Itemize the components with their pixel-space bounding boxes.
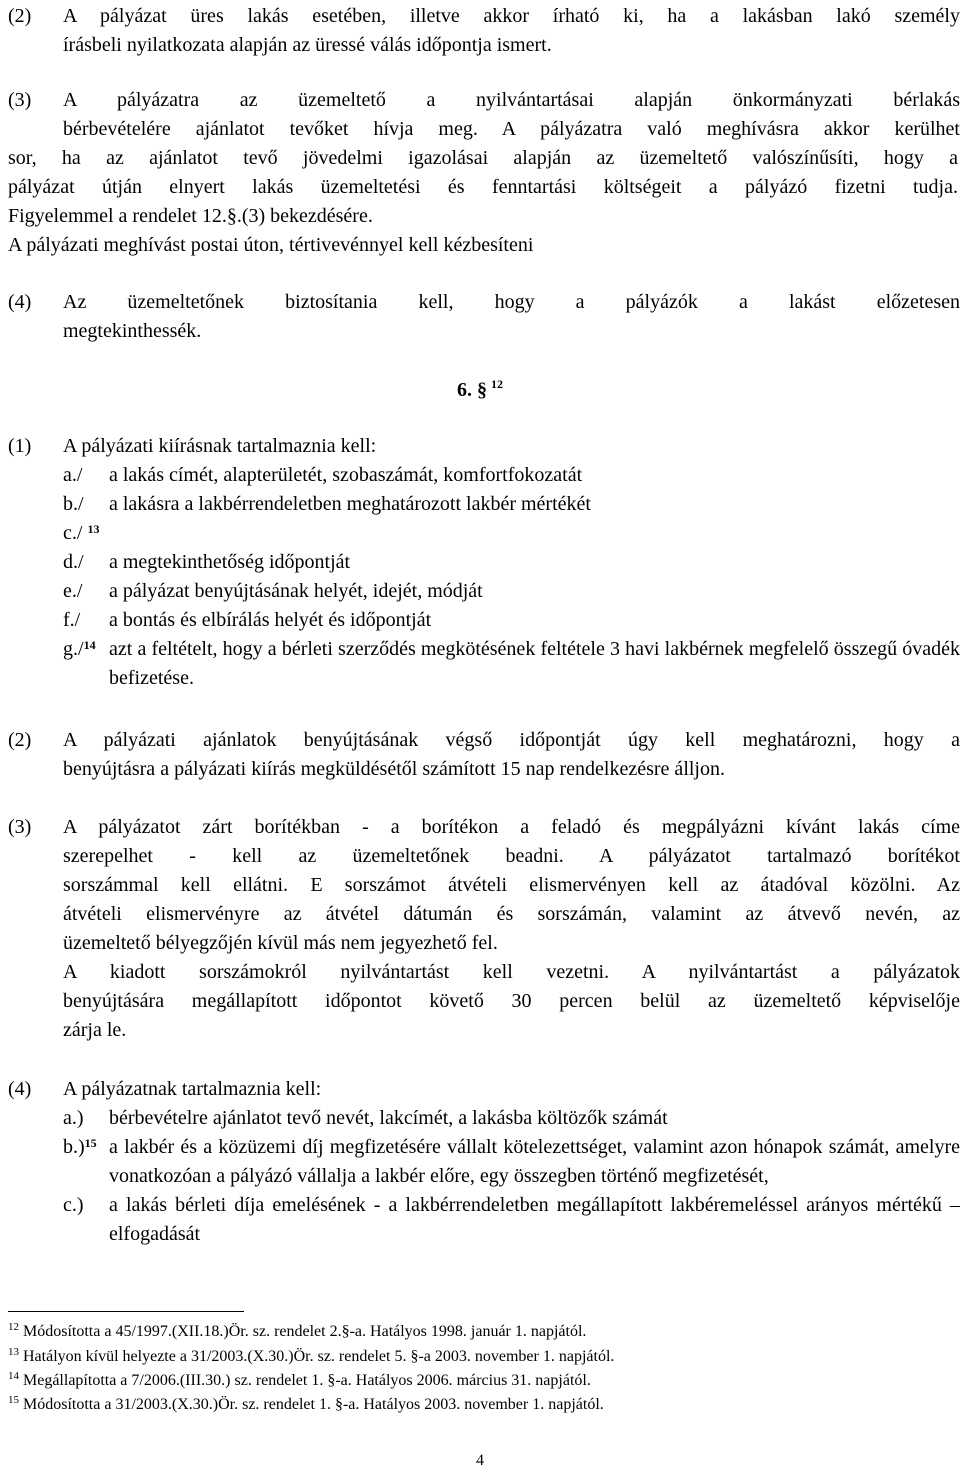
footnote-number: 12 xyxy=(8,1321,19,1333)
footnote-ref: 14 xyxy=(83,638,96,652)
footnote xyxy=(8,1322,586,1342)
item-list xyxy=(63,461,960,693)
footnote-text: Megállapította a 7/2006.(III.30.) sz. rendelet 1. §-a. Hatályos 2006. március 31. napjától. xyxy=(23,1372,591,1389)
footnote-number: 15 xyxy=(8,1394,19,1406)
footnote-number: 14 xyxy=(8,1370,19,1382)
paragraph-number: (1) xyxy=(8,435,32,457)
paragraph-2 xyxy=(8,726,960,784)
list-item xyxy=(63,1191,960,1249)
footnote-text: Hatályon kívül helyezte a 31/2003.(X.30.)Ör. sz. rendelet 5. §-a 2003. november 1. napjától. xyxy=(23,1348,615,1365)
item-text: a megtekinthetőség időpontját xyxy=(109,551,351,573)
text-line: pályázat útján elnyert lakás üzemeltetési és fenntartási költségeit a pályázó fizetni tudja. xyxy=(8,176,958,198)
text-line: A pályázatra az üzemeltető a nyilvántartásai alapján önkormányzati bérlakás xyxy=(63,89,960,111)
text-line: zárja le. xyxy=(63,1019,127,1041)
text-line: sor, ha az ajánlatot tevő jövedelmi igazolásai alapján az üzemeltető valószínűsíti, hogy a xyxy=(8,147,958,169)
paragraph-number: (2) xyxy=(8,729,32,751)
footnote-ref: 12 xyxy=(491,377,503,391)
item-label: a./ xyxy=(63,464,83,486)
list-item xyxy=(63,635,960,693)
list-item xyxy=(63,1133,960,1191)
item-label: a.) xyxy=(63,1107,84,1129)
paragraph-2-top xyxy=(8,2,960,60)
item-text: hónapok számát, amelyre vonatkozóan a pályázó vállalja a lakbér előre, egy xyxy=(109,1136,960,1187)
footnote-text: Módosította a 31/2003.(X.30.)Ör. sz. rendelet 1. §-a. Hatályos 2003. november 1. napjától. xyxy=(23,1396,604,1413)
paragraph-number: (4) xyxy=(8,291,32,313)
text-line: A pályázat üres lakás esetében, illetve akkor írható ki, ha a lakásban lakó személy xyxy=(63,5,960,27)
list-item xyxy=(63,490,960,519)
text-line: A pályázatot zárt borítékban - a borítékon a feladó és megpályázni kívánt lakás címe xyxy=(63,816,960,838)
item-text: a lakásra a lakbérrendeletben meghatározott lakbér mértékét xyxy=(109,493,591,515)
footnote xyxy=(8,1347,614,1367)
footnote-separator xyxy=(8,1311,244,1312)
text-line: átvételi elismervényre az átvétel dátumán és sorszámán, valamint az átvevő nevén, az xyxy=(63,903,960,925)
list-item xyxy=(63,519,960,548)
text-line: üzemeltető bélyegzőjén kívül más nem jegyezhető fel. xyxy=(63,932,498,954)
paragraph-number: (3) xyxy=(8,816,32,838)
text-line: sorszámmal kell ellátni. E sorszámot átvételi elismervényen kell az átadóval közölni. Az xyxy=(63,874,960,896)
list-item xyxy=(63,1104,960,1133)
text-line: A kiadott sorszámokról nyilvántartást kell vezetni. A nyilvántartást a pályázatok xyxy=(63,961,960,983)
item-text: a lakbér és a közüzemi díj megfizetésére vállalt kötelezettséget, valamint azon xyxy=(109,1136,748,1158)
item-text: arányos mértékű – elfogadását xyxy=(109,1194,960,1245)
item-text: azt a feltételt, hogy a bérleti szerződés megkötésének feltétele 3 havi lakbérnek xyxy=(109,638,744,660)
text-line: megtekinthessék. xyxy=(63,320,202,342)
list-item xyxy=(63,606,960,635)
paragraph-4 xyxy=(8,1075,960,1249)
section-title: 6. § xyxy=(457,379,487,401)
item-label: b.)$^{15}$ xyxy=(63,1136,97,1158)
paragraph-3 xyxy=(8,813,960,1045)
paragraph-intro: A pályázati kiírásnak tartalmaznia kell: xyxy=(63,435,377,457)
paragraph-1 xyxy=(8,432,960,693)
text-line: benyújtásra a pályázati kiírás megküldésétől számított 15 nap rendelkezésre álljon. xyxy=(63,758,725,780)
footnote-ref: 15 xyxy=(84,1136,97,1150)
item-label: e./ xyxy=(63,580,83,602)
text-line: bérbevételére ajánlatot tevőket hívja meg. A pályázatra való meghívásra akkor kerülhet xyxy=(63,118,960,140)
item-text: megfelelő összegű óvadék befizetése. xyxy=(109,638,960,689)
item-text: a lakás címét, alapterületét, szobaszámát, komfortfokozatát xyxy=(109,464,583,486)
text-line: Az üzemeltetőnek biztosítania kell, hogy a pályázók a lakást előzetesen xyxy=(63,291,960,313)
item-label: c.) xyxy=(63,1194,84,1216)
text-line: benyújtására megállapított időpontot követő 30 percen belül az üzemeltető képviselője xyxy=(63,990,960,1012)
item-label: g./$^{14}$ xyxy=(63,638,96,660)
text-line: Figyelemmel a rendelet 12.§.(3) bekezdésére. xyxy=(8,205,373,227)
paragraph-3-top xyxy=(8,86,960,260)
item-text: bérbevételre ajánlatot tevő nevét, lakcímét, a lakásba költözők számát xyxy=(109,1107,668,1129)
item-label: c./ $^{13}$ xyxy=(63,522,100,544)
item-label: d./ xyxy=(63,551,84,573)
paragraph-4-top xyxy=(8,288,960,346)
text-line: szerepelhet - kell az üzemeltetőnek beadni. A pályázatot tartalmazó borítékot xyxy=(63,845,960,867)
item-list xyxy=(63,1104,960,1249)
list-item xyxy=(63,461,960,490)
text-line: A pályázati ajánlatok benyújtásának végső időpontját úgy kell meghatározni, hogy a xyxy=(63,729,960,751)
item-text: a pályázat benyújtásának helyét, idejét, módját xyxy=(109,580,483,602)
page-number: 4 xyxy=(476,1452,484,1469)
item-text: a bontás és elbírálás helyét és időpontját xyxy=(109,609,432,631)
paragraph-number: (3) xyxy=(8,89,32,111)
list-item xyxy=(63,548,960,577)
list-item xyxy=(63,577,960,606)
paragraph-number: (4) xyxy=(8,1078,32,1100)
footnote-text: Módosította a 45/1997.(XII.18.)Ör. sz. rendelet 2.§-a. Hatályos 1998. január 1. napjától. xyxy=(23,1323,587,1340)
section-heading xyxy=(0,376,960,405)
item-label: b./ xyxy=(63,493,84,515)
footnote-ref: 13 xyxy=(87,522,100,536)
footnote-number: 13 xyxy=(8,1346,19,1358)
text-line: írásbeli nyilatkozata alapján az üressé válás időpontja ismert. xyxy=(63,34,552,56)
item-text: összegben történő megfizetését, xyxy=(513,1165,769,1187)
paragraph-intro: A pályázatnak tartalmaznia kell: xyxy=(63,1078,322,1100)
footnote xyxy=(8,1371,591,1391)
item-label: f./ xyxy=(63,609,81,631)
item-text: a lakás bérleti díja emelésének - a lakbérrendeletben megállapított lakbéremeléssel xyxy=(109,1194,799,1216)
paragraph-number: (2) xyxy=(8,5,32,27)
text-line: A pályázati meghívást postai úton, tértivevénnyel kell kézbesíteni xyxy=(8,234,534,256)
footnote xyxy=(8,1395,604,1415)
